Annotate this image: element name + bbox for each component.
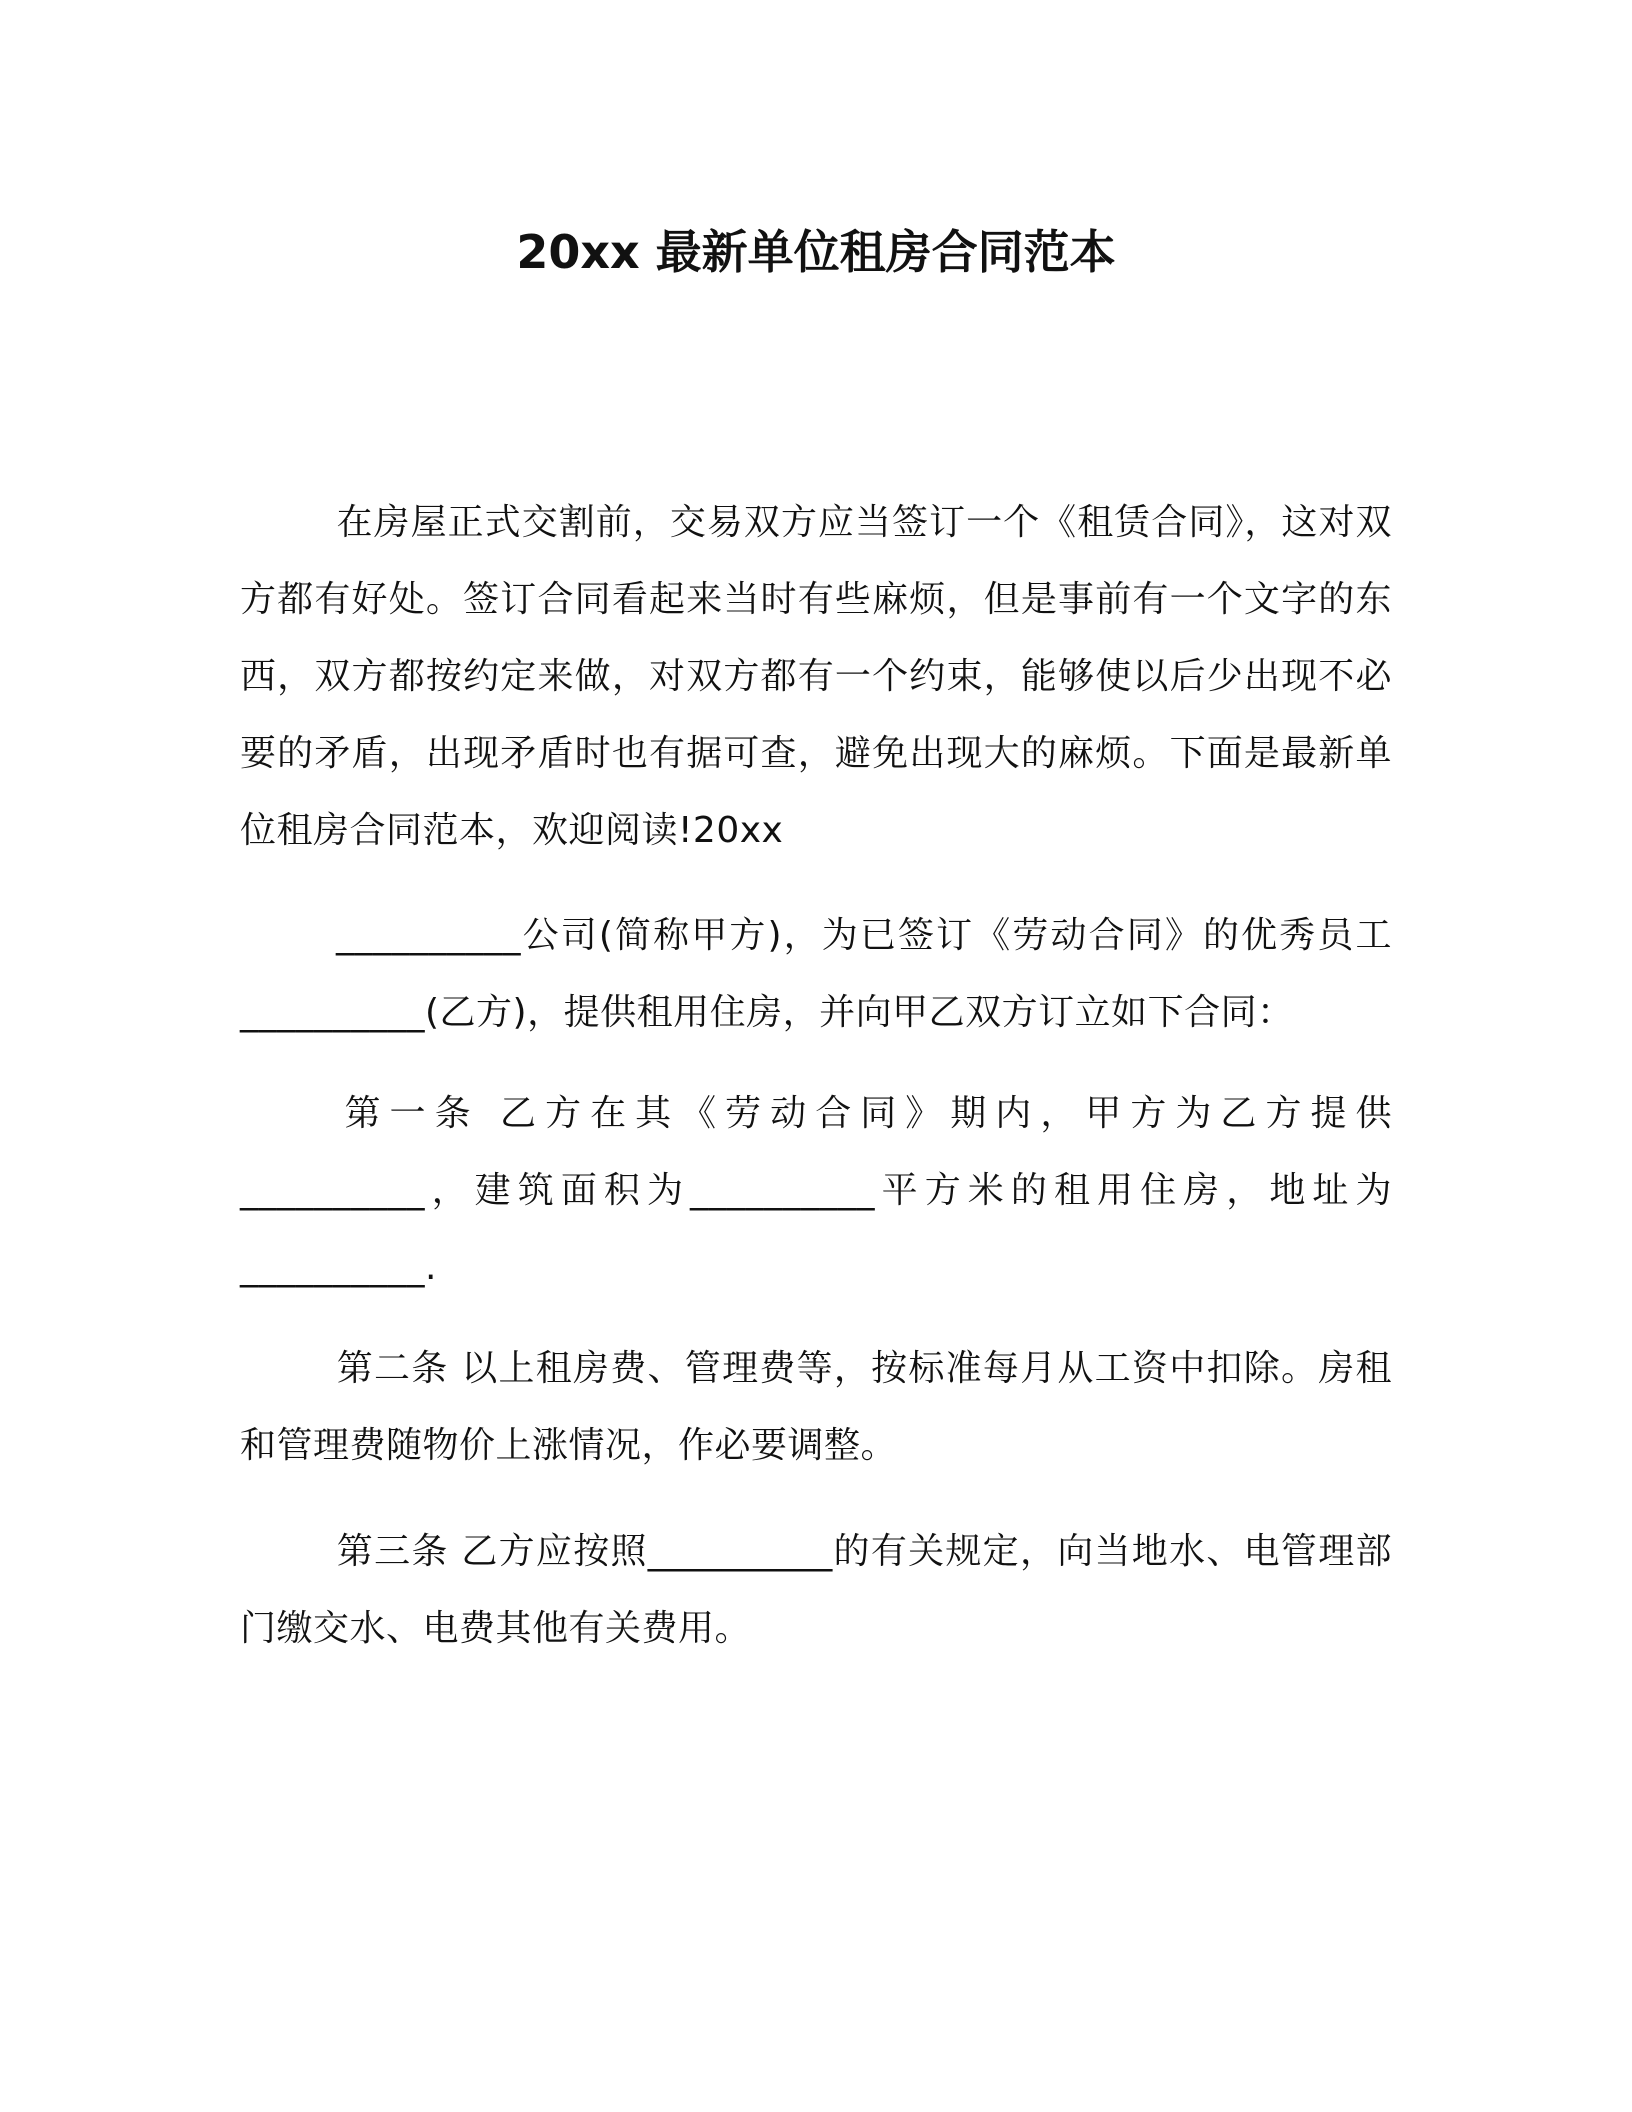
paragraph-article-3 bbox=[240, 1513, 1392, 1667]
paragraph-intro bbox=[240, 484, 1392, 869]
document-title: 20xx 最新单位租房合同范本 bbox=[516, 225, 1116, 279]
paragraph-article-1-text: 第一条 乙方在其《劳动合同》期内，甲方为乙方提供__________，建筑面积为__________平方米的租用住房，地址为__________. bbox=[240, 1093, 1392, 1288]
paragraph-article-1 bbox=[240, 1075, 1392, 1306]
paragraph-parties bbox=[240, 897, 1392, 1051]
paragraph-article-2-text: 第二条 以上租房费、管理费等，按标准每月从工资中扣除。房租和管理费随物价上涨情况，作必要调整。 bbox=[240, 1348, 1392, 1466]
paragraph-article-3-text: 第三条 乙方应按照__________的有关规定，向当地水、电管理部门缴交水、电费其他有关费用。 bbox=[240, 1531, 1392, 1649]
paragraph-article-2 bbox=[240, 1330, 1392, 1484]
paragraph-parties-text: __________公司(简称甲方)，为已签订《劳动合同》的优秀员工__________(乙方)，提供租用住房，并向甲乙双方订立如下合同： bbox=[240, 915, 1392, 1033]
paragraph-intro-text: 在房屋正式交割前，交易双方应当签订一个《租赁合同》，这对双方都有好处。签订合同看起来当时有些麻烦，但是事前有一个文字的东西，双方都按约定来做，对双方都有一个约束，能够使以后少出现不必要的矛盾，出现矛盾时也有据可查，避免出现大的麻烦。下面是最新单位租房合同范本，欢迎阅读!20xx bbox=[240, 502, 1392, 851]
